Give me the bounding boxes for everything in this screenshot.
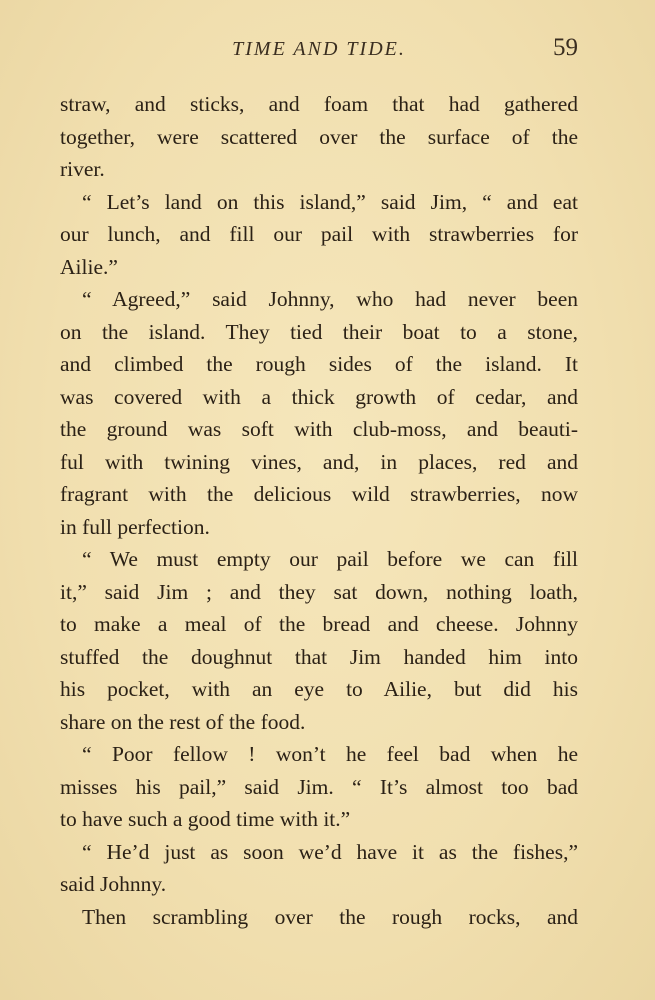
text-line: “ Poor fellow ! won’t he feel bad when he [82, 742, 578, 766]
text-line: on the island. They tied their boat to a stone, [60, 319, 578, 344]
text-line: ful with twining vines, and, in places, red and [60, 449, 578, 474]
text-line: the ground was soft with club-moss, and beauti- [60, 417, 578, 441]
text-line: straw, and sticks, and foam that had gathered [60, 92, 578, 116]
text-line: share on the rest of the food. [60, 709, 306, 734]
text-line: to have such a good time with it.” [60, 807, 351, 831]
text-line: together, were scattered over the surface of the [60, 124, 578, 149]
text-line: “ Agreed,” said Johnny, who had never been [82, 287, 578, 311]
text-line: was covered with a thick growth of cedar, and [60, 384, 578, 409]
text-line: stuffed the doughnut that Jim handed him into [60, 644, 578, 669]
text-line: it,” said Jim ; and they sat down, nothing loath, [60, 579, 578, 604]
text-line: in full perfection. [60, 514, 210, 539]
text-line: fragrant with the delicious wild strawberries, now [60, 482, 578, 506]
text-line: and climbed the rough sides of the island. It [60, 352, 578, 376]
text-line: to make a meal of the bread and cheese. Johnny [60, 612, 578, 636]
text-line: said Johnny. [60, 872, 167, 896]
text-line: “ He’d just as soon we’d have it as the fishes,” [82, 839, 578, 864]
page-header [60, 34, 578, 68]
page-number: 59 [553, 34, 578, 61]
text-line: Then scrambling over the rough rocks, and [82, 904, 578, 929]
body-text [60, 88, 578, 933]
text-line: river. [60, 157, 105, 181]
text-line: misses his pail,” said Jim. “ It’s almost too bad [60, 774, 578, 799]
text-line: our lunch, and fill our pail with strawberries for [60, 222, 578, 246]
running-title: TIME AND TIDE. [232, 38, 406, 60]
text-line: Ailie.” [60, 254, 118, 279]
text-line: “ Let’s land on this island,” said Jim, “ and eat [82, 189, 578, 214]
text-line: his pocket, with an eye to Ailie, but did his [60, 677, 578, 701]
text-line: “ We must empty our pail before we can fill [82, 547, 578, 571]
